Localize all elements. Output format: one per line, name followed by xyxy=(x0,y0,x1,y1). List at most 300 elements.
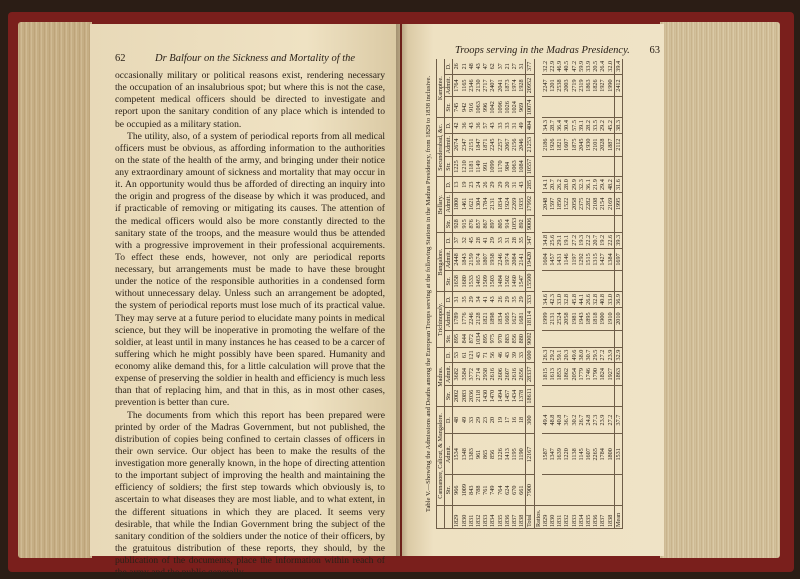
table-cell: 2247 xyxy=(542,74,549,97)
table-cell: 28.7 xyxy=(549,118,556,134)
table-cell xyxy=(563,97,570,118)
table-cell: 19.2 xyxy=(599,233,606,249)
table-cell: 2048 xyxy=(542,192,549,215)
table-cell: 44.1 xyxy=(578,292,585,308)
book-gutter xyxy=(396,24,408,556)
table-cell: 42.3 xyxy=(549,292,556,308)
table-row xyxy=(504,59,511,529)
table-cell xyxy=(578,97,585,118)
table-cell: 30.7 xyxy=(585,347,592,363)
table-cell: 2083 xyxy=(461,386,468,406)
table-cell: 880 xyxy=(518,330,526,347)
table-cell xyxy=(571,386,578,406)
ratio-row xyxy=(599,59,606,529)
table-cell: 2656 xyxy=(518,363,526,386)
table-cell: 377 xyxy=(526,59,534,74)
table-cell: 1465 xyxy=(475,271,482,292)
table-cell: 1531 xyxy=(614,434,622,475)
table-cell: 1547 xyxy=(518,271,526,292)
table-cell xyxy=(578,475,585,506)
table-cell: 2045 xyxy=(578,133,585,156)
table-cell: 1818 xyxy=(592,307,599,330)
table-cell xyxy=(571,156,578,177)
table-cell: 19.1 xyxy=(563,233,570,249)
table-cell: 876 xyxy=(468,215,475,232)
table-cell: 46 xyxy=(497,347,504,363)
table-cell: 2375 xyxy=(578,192,585,215)
table-cell: 1024 xyxy=(511,97,518,118)
column-subheader: D. xyxy=(445,347,453,363)
table-cell: 2151 xyxy=(468,133,475,156)
table-cell: 1807 xyxy=(482,248,489,271)
table-cell: 966 xyxy=(453,475,461,506)
table-cell: 28 xyxy=(475,233,482,249)
station-header-row xyxy=(437,59,445,529)
table-cell: 670 xyxy=(511,475,518,506)
table-cell xyxy=(549,97,556,118)
table-cell: 2058 xyxy=(563,307,570,330)
column-subheader: Str. xyxy=(445,475,453,506)
row-label-cell: 1831 xyxy=(556,506,563,529)
table-cell: 1800 xyxy=(453,192,461,215)
table-cell: 35 xyxy=(511,292,518,308)
table-cell: 32.3 xyxy=(578,177,585,193)
table-cell: 1834 xyxy=(497,307,504,330)
table-cell: 1515 xyxy=(585,248,592,271)
table-cell: 45 xyxy=(468,233,475,249)
table-cell: 2407 xyxy=(489,74,496,97)
table-cell: 43 xyxy=(489,118,496,134)
row-label-cell: 1836 xyxy=(592,506,599,529)
column-subheader: D. xyxy=(445,292,453,308)
column-subheader: D. xyxy=(445,406,453,434)
table-cell: 47.2 xyxy=(571,59,578,74)
table-cell xyxy=(607,475,615,506)
table-cell: 2265 xyxy=(592,434,599,475)
table-cell: 29 xyxy=(475,406,482,434)
table-cell: 21253 xyxy=(526,133,534,156)
table-cell: 36.7 xyxy=(563,406,570,434)
table-cell: 43 xyxy=(468,118,475,134)
table-cell: 30.2 xyxy=(571,406,578,434)
table-cell: 1220 xyxy=(563,434,570,475)
table-cell: 1431 xyxy=(556,248,563,271)
table-cell: 10074 xyxy=(526,97,534,118)
table-cell: 28.2 xyxy=(585,118,592,134)
table-cell: 867 xyxy=(482,215,489,232)
table-cell: 764 xyxy=(497,475,504,506)
table-cell: 895 xyxy=(482,330,489,347)
table-cell: 1821 xyxy=(482,307,489,330)
table-cell xyxy=(571,330,578,347)
table-row xyxy=(468,59,475,529)
station-header: Bangalore. xyxy=(437,233,445,292)
table-row xyxy=(453,59,461,529)
table-cell: 37 xyxy=(453,233,461,249)
table-cell: 20.7 xyxy=(549,177,556,193)
table-cell: 32.0 xyxy=(607,59,615,74)
left-running-title: Dr Balfour on the Sickness and Mortality of the xyxy=(155,53,355,64)
table-cell: 2616 xyxy=(489,363,496,386)
table-cell xyxy=(599,97,606,118)
table-cell: 1697 xyxy=(614,248,622,271)
table-cell xyxy=(542,156,549,177)
station-header: Madras. xyxy=(437,347,445,406)
table-cell xyxy=(592,97,599,118)
column-subheader: Admit. xyxy=(445,248,453,271)
table-cell: 33 xyxy=(504,118,511,134)
table-cell: 45.2 xyxy=(607,118,615,134)
table-cell: 856 xyxy=(489,434,496,475)
table-cell: 2128 xyxy=(475,307,482,330)
table-cell: 31.6 xyxy=(614,177,622,193)
table-cell: 1974 xyxy=(504,248,511,271)
table-cell: 1938 xyxy=(489,248,496,271)
table-cell: 2159 xyxy=(468,248,475,271)
table-caption: Table V.—Showing the Admissions and Deaths among the European Troops serving at the following Stations in the Madras Presidency, from 1829 to 1838 inclusive. xyxy=(425,59,433,529)
table-cell xyxy=(542,475,549,506)
table-cell: 2524 xyxy=(556,307,563,330)
table-cell: 600 xyxy=(526,347,534,363)
left-page-number: 62 xyxy=(115,53,126,64)
table-cell: 39 xyxy=(511,347,518,363)
table-cell: 9006 xyxy=(526,215,534,232)
table-cell: 48.8 xyxy=(549,406,556,434)
table-cell: 1009 xyxy=(461,475,468,506)
column-subheader: Admit. xyxy=(445,434,453,475)
table-cell: 20.7 xyxy=(592,233,599,249)
table-cell: 1873 xyxy=(504,74,511,97)
table-cell: 33.5 xyxy=(592,118,599,134)
table-cell: 43 xyxy=(475,347,482,363)
table-cell: 26.6 xyxy=(585,292,592,308)
table-cell: 1533 xyxy=(468,271,475,292)
table-cell: 18114 xyxy=(526,307,534,330)
table-cell: 21.9 xyxy=(592,177,599,193)
table-cell xyxy=(592,215,599,232)
table-cell: 1210 xyxy=(461,156,468,177)
table-cell: 24 xyxy=(475,177,482,193)
table-cell: 37.7 xyxy=(614,406,622,434)
table-cell: 49.4 xyxy=(542,406,549,434)
table-cell xyxy=(563,475,570,506)
table-cell: 29.5 xyxy=(592,347,599,363)
table-cell: 31 xyxy=(518,59,526,74)
table-cell: 1384 xyxy=(607,248,615,271)
table-cell: 2938 xyxy=(482,363,489,386)
table-cell: 1607 xyxy=(563,133,570,156)
table-cell: 19.3 xyxy=(578,233,585,249)
row-label-cell: 1829 xyxy=(542,506,549,529)
table-cell: 36 xyxy=(461,118,468,134)
table-cell: 32.2 xyxy=(542,59,549,74)
table-cell: 1790 xyxy=(592,363,599,386)
table-cell xyxy=(571,475,578,506)
table-cell: 29 xyxy=(489,177,496,193)
table-cell: 285 xyxy=(526,177,534,193)
table-cell: 33.0 xyxy=(556,292,563,308)
table-cell xyxy=(556,215,563,232)
table-cell: 1430 xyxy=(482,386,489,406)
table-cell: 32.8 xyxy=(563,292,570,308)
table-cell xyxy=(607,386,615,406)
table-cell xyxy=(578,386,585,406)
table-cell xyxy=(542,97,549,118)
table-cell: 62 xyxy=(489,59,496,74)
table-cell: 21 xyxy=(504,59,511,74)
column-subheader: Str. xyxy=(445,386,453,406)
table-cell: 40.5 xyxy=(563,59,570,74)
table-cell: 71 xyxy=(482,347,489,363)
table-cell: 1522 xyxy=(563,192,570,215)
table-cell: 39.3 xyxy=(614,233,622,249)
column-subheader: D. xyxy=(445,59,453,74)
table-cell: 2041 xyxy=(497,74,504,97)
table-cell: 1292 xyxy=(578,248,585,271)
year-header-cell xyxy=(437,506,445,529)
table-cell: 1149 xyxy=(475,156,482,177)
table-cell: 1935 xyxy=(518,192,526,215)
table-cell xyxy=(585,271,592,292)
table-cell: 1850 xyxy=(556,192,563,215)
table-cell xyxy=(578,156,585,177)
table-cell: 43 xyxy=(518,177,526,193)
table-cell: 1190 xyxy=(518,434,526,475)
table-cell: 914 xyxy=(504,215,511,232)
table-cell: 1871 xyxy=(482,133,489,156)
table-cell: 1639 xyxy=(556,434,563,475)
table-cell: 36 xyxy=(475,118,482,134)
table-cell xyxy=(563,271,570,292)
table-cell xyxy=(578,215,585,232)
table-cell: 991 xyxy=(482,156,489,177)
table-cell: 1201 xyxy=(549,74,556,97)
table-cell xyxy=(585,330,592,347)
table-cell: 18611 xyxy=(526,386,534,406)
rotated-table-block xyxy=(425,59,665,529)
table-cell: 13 xyxy=(453,177,461,193)
ratios-label-row xyxy=(534,59,542,529)
row-label-cell: 1838 xyxy=(607,506,615,529)
table-cell xyxy=(599,156,606,177)
column-subheader: Admit. xyxy=(445,192,453,215)
table-cell: 897 xyxy=(489,215,496,232)
table-cell: 1347 xyxy=(549,434,556,475)
table-cell xyxy=(607,330,615,347)
table-cell xyxy=(549,271,556,292)
table-cell xyxy=(592,156,599,177)
table-cell: 3584 xyxy=(461,363,468,386)
ratios-filler xyxy=(534,59,542,506)
table-cell: 961 xyxy=(475,434,482,475)
table-cell: 46.9 xyxy=(556,59,563,74)
table-cell: 1815 xyxy=(542,363,549,386)
table-cell: 788 xyxy=(475,475,482,506)
table-cell: 1995 xyxy=(614,192,622,215)
column-subheader: Admit. xyxy=(445,74,453,97)
table-cell: 1026 xyxy=(504,97,511,118)
table-cell: 38.3 xyxy=(614,118,622,134)
page-edges-right xyxy=(660,22,780,558)
table-cell xyxy=(599,215,606,232)
table-cell: 57.5 xyxy=(571,118,578,134)
table-cell: 1146 xyxy=(563,248,570,271)
table-cell: 28.0 xyxy=(563,177,570,193)
table-row xyxy=(482,59,489,529)
table-cell xyxy=(556,156,563,177)
table-cell: 34.8 xyxy=(542,233,549,249)
table-cell xyxy=(614,475,622,506)
table-cell: 1084 xyxy=(518,156,526,177)
table-cell: 47 xyxy=(482,59,489,74)
table-cell: 2054 xyxy=(571,363,578,386)
table-cell: 1895 xyxy=(585,307,592,330)
table-cell: 844 xyxy=(461,330,468,347)
table-cell: 1509 xyxy=(482,271,489,292)
table-cell xyxy=(556,475,563,506)
table-cell: 28 xyxy=(511,233,518,249)
table-cell: 857 xyxy=(475,215,482,232)
table-cell: 57 xyxy=(482,118,489,134)
table-cell: 41 xyxy=(482,292,489,308)
table-cell: 43 xyxy=(475,59,482,74)
column-subheader: Str. xyxy=(445,156,453,177)
table-cell xyxy=(599,386,606,406)
column-subheader: Admit. xyxy=(445,307,453,330)
table-cell: 1378 xyxy=(518,386,526,406)
table-cell: 121 xyxy=(468,347,475,363)
column-subheader: Admit. xyxy=(445,133,453,156)
table-cell: 32.8 xyxy=(592,292,599,308)
row-label-cell: 1834 xyxy=(578,506,585,529)
row-label-cell: 1832 xyxy=(563,506,570,529)
row-label-cell: 1838 xyxy=(518,506,526,529)
table-cell: 19 xyxy=(497,406,504,434)
table-cell: 48 xyxy=(453,406,461,434)
table-cell: 1460 xyxy=(511,271,518,292)
ratio-row xyxy=(571,59,578,529)
table-cell xyxy=(563,386,570,406)
table-cell: 1427 xyxy=(599,248,606,271)
table-cell: 1138 xyxy=(571,434,578,475)
table-cell: 1927 xyxy=(599,74,606,97)
table-cell: 1461 xyxy=(461,192,468,215)
table-row xyxy=(475,59,482,529)
row-label-cell: 1830 xyxy=(461,506,468,529)
table-cell: 1674 xyxy=(475,248,482,271)
table-cell: 2108 xyxy=(592,192,599,215)
table-cell: 661 xyxy=(518,475,526,506)
table-cell: 16 xyxy=(511,406,518,434)
table-cell xyxy=(556,386,563,406)
table-cell: 1503 xyxy=(489,271,496,292)
column-subheader: Str. xyxy=(445,215,453,232)
left-body-text xyxy=(115,70,385,579)
table-cell: 2156 xyxy=(511,133,518,156)
table-cell xyxy=(614,330,622,347)
table-row xyxy=(511,59,518,529)
table-cell: 1821 xyxy=(556,133,563,156)
table-cell: 24.8 xyxy=(585,406,592,434)
table-cell: 1621 xyxy=(468,192,475,215)
table-cell xyxy=(599,271,606,292)
table-cell: 2448 xyxy=(453,248,461,271)
table-cell xyxy=(607,156,615,177)
table-cell: 805 xyxy=(497,215,504,232)
table-cell xyxy=(563,215,570,232)
table-cell: 2607 xyxy=(504,363,511,386)
station-header: Kamptee. xyxy=(437,59,445,118)
table-cell: 1181 xyxy=(468,156,475,177)
table-row xyxy=(489,59,496,529)
paragraph-2: The utility, also, of a system of periodical reports from all medical officers must be obvious, as affording information to the authorities on the state of the health of the army, and bringing under their notice any extraordinary amount of sickness and mortality that may occur in it. An opportunity would thus be afforded of directing an inquiry into the origin and progress of the disease by which it was produced, and if practicable of removing or mitigating its causes. The attention of the medical officers would also be more constantly directed to the sanitary state of the troops, and the measure would thus be attended with a progressive improvement in their professional acquirements. To effect these ends, however, not only are periodical reports necessary, but arrangements must be made to have these brought under the notice of the responsible authorities in a condensed form without unnecessary delay. Unless such an arrangement be adopted, the system of periodical reports must lose much of its practical value. They may serve at a future period to elucidate many points in medical science, but they will be inoperative in promoting the welfare of the soldier, at least until in many instances he has ceased to be a carcer of suffering which he might possibly have been spared. Humanity and economy alike demand this, for a little calculation will prove that the expense of preserving the soldier in health and efficiency is much less than that of replacing him, and that in this, as in most other cases, prevention is better than cure. xyxy=(115,131,385,410)
column-subheader: Str. xyxy=(445,271,453,292)
table-cell: 872 xyxy=(468,330,475,347)
table-cell: 29 xyxy=(504,292,511,308)
table-cell: 1898 xyxy=(489,307,496,330)
table-cell: 2131 xyxy=(489,192,496,215)
table-cell: 749 xyxy=(489,475,496,506)
table-row xyxy=(461,59,468,529)
row-label-cell: 1837 xyxy=(511,506,518,529)
table-cell: 40.8 xyxy=(599,292,606,308)
table-cell: 1779 xyxy=(578,363,585,386)
table-cell: 2112 xyxy=(614,133,622,156)
table-cell: 2118 xyxy=(475,386,482,406)
table-cell: 20952 xyxy=(526,74,534,97)
table-cell: 1680 xyxy=(461,271,468,292)
table-cell: 31 xyxy=(511,177,518,193)
table-cell: 38.0 xyxy=(578,347,585,363)
table-cell: 1315 xyxy=(592,248,599,271)
table-cell: 2028 xyxy=(599,133,606,156)
table-cell: 26 xyxy=(497,292,504,308)
table-cell: 2245 xyxy=(489,133,496,156)
table-cell xyxy=(556,271,563,292)
table-cell: 61 xyxy=(461,347,468,363)
table-cell xyxy=(542,271,549,292)
table-cell: 2674 xyxy=(453,133,461,156)
row-label-cell: 1830 xyxy=(549,506,556,529)
table-cell xyxy=(592,386,599,406)
row-label-cell: 1832 xyxy=(475,506,482,529)
table-cell: 2347 xyxy=(461,133,468,156)
table-cell: 20 xyxy=(504,177,511,193)
table-cell: 23 xyxy=(482,406,489,434)
table-cell: 1910 xyxy=(607,307,615,330)
table-cell: 1470 xyxy=(489,386,496,406)
table-cell: 892 xyxy=(518,215,526,232)
table-cell: 1776 xyxy=(461,307,468,330)
table-cell: 1627 xyxy=(511,307,518,330)
table-cell xyxy=(585,475,592,506)
table-cell: 1764 xyxy=(453,74,461,97)
table-cell: 27 xyxy=(511,59,518,74)
table-cell: 23 xyxy=(468,177,475,193)
table-cell: 28337 xyxy=(526,363,534,386)
table-cell: 32.9 xyxy=(614,347,622,363)
table-cell: 19420 xyxy=(526,248,534,271)
table-cell: 916 xyxy=(468,97,475,118)
column-subheader: D. xyxy=(445,233,453,249)
row-label-cell: 1833 xyxy=(571,506,578,529)
table-cell: 2246 xyxy=(468,307,475,330)
table-cell: 1746 xyxy=(585,363,592,386)
table-cell: 1800 xyxy=(607,434,615,475)
table-cell: 1587 xyxy=(542,434,549,475)
table-cell xyxy=(614,271,622,292)
table-cell: 56 xyxy=(489,347,496,363)
